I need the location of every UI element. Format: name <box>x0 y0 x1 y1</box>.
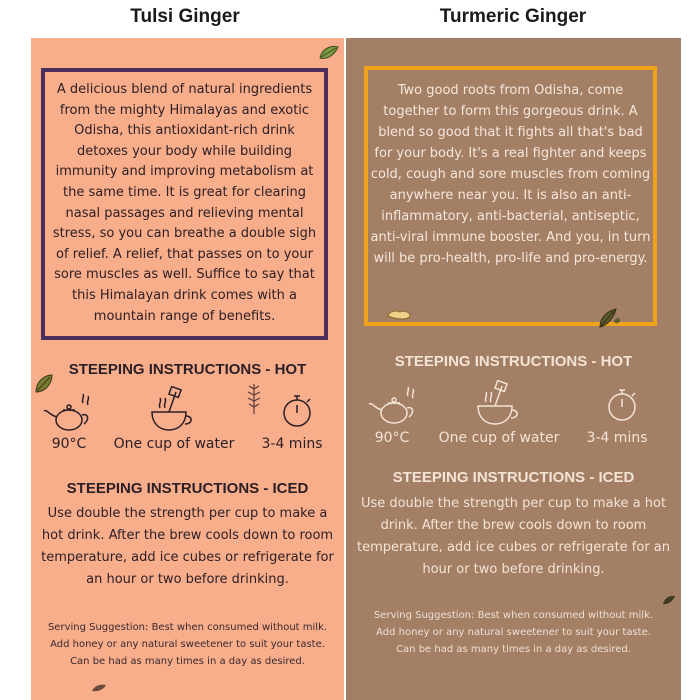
stopwatch-icon <box>604 384 640 424</box>
time-label: 3-4 mins <box>586 430 648 446</box>
hot-steeping-heading: STEEPING INSTRUCTIONS - HOT <box>394 353 633 370</box>
leaf-icon <box>91 683 107 693</box>
leaf-icon <box>662 594 676 606</box>
serving-line: Can be had as many times in a day as desired. <box>396 644 631 655</box>
water-label: One cup of water <box>438 430 560 446</box>
iced-steeping-heading: STEEPING INSTRUCTIONS - ICED <box>392 469 635 486</box>
iced-steeping-heading: STEEPING INSTRUCTIONS - ICED <box>66 480 309 497</box>
teapot-icon <box>366 386 422 426</box>
serving-line: Serving Suggestion: Best when consumed without milk. <box>373 610 654 621</box>
serving-suggestion <box>346 607 681 658</box>
turmeric-ginger-panel <box>346 38 681 700</box>
tulsi-ginger-title: Tulsi Ginger <box>130 6 240 27</box>
teapot-icon <box>41 393 97 433</box>
temperature-label: 90°C <box>51 436 87 452</box>
tulsi-sprig-icon <box>594 303 622 331</box>
product-description: A delicious blend of natural ingredients from the mighty Himalayas and exotic Odisha, this antioxidant-rich drink detoxes your body while building immunity and improving metabolism at the same time. It is great for clearing nasal passages and relieving mental stress, so you can breathe a double sigh of relief. A relief, that passes on to your sore muscles as well. Suffice to say that this Himalayan drink comes with a mountain range of benefits. <box>52 82 317 324</box>
leaf-icon <box>318 44 340 62</box>
water-label: One cup of water <box>113 436 235 452</box>
iced-instructions: Use double the strength per cup to make a hot drink. After the brew cools down to room temperature, add ice cubes or refrigerate for an hour or two before drinking. <box>356 496 671 577</box>
time-label: 3-4 mins <box>261 436 323 452</box>
description-box <box>41 68 328 340</box>
hot-steeping-heading: STEEPING INSTRUCTIONS - HOT <box>68 361 307 378</box>
product-description: Two good roots from Odisha, come together to form this gorgeous drink. A blend so good that it fights all that's bad for your body. It's a real fighter and keeps cold, cough and sore muscles from coming anywhere near you. It is also an anti-inflammatory, anti-bacterial, antiseptic, anti-viral immune booster. And you, in turn will be pro-health, pro-life and pro-energy. <box>370 83 651 266</box>
serving-line: Can be had as many times in a day as desired. <box>70 656 305 667</box>
serving-line: Add honey or any natural sweetener to suit your taste. <box>50 639 325 650</box>
tulsi-ginger-panel <box>31 38 344 700</box>
cup-with-teabag-icon <box>146 386 196 434</box>
serving-line: Add honey or any natural sweetener to suit your taste. <box>376 627 651 638</box>
leaf-icon <box>33 373 55 395</box>
turmeric-ginger-title: Turmeric Ginger <box>439 6 587 27</box>
stopwatch-icon <box>279 390 315 430</box>
temperature-label: 90°C <box>374 430 410 446</box>
serving-line: Serving Suggestion: Best when consumed without milk. <box>47 622 328 633</box>
tulsi-sprig-icon <box>243 381 265 415</box>
cup-with-teabag-icon <box>472 380 522 428</box>
iced-instructions: Use double the strength per cup to make a hot drink. After the brew cools down to room temperature, add ice cubes or refrigerate for an hour or two before drinking. <box>41 506 334 587</box>
description-box <box>364 66 657 326</box>
ginger-root-icon <box>386 308 412 322</box>
serving-suggestion <box>31 619 344 670</box>
